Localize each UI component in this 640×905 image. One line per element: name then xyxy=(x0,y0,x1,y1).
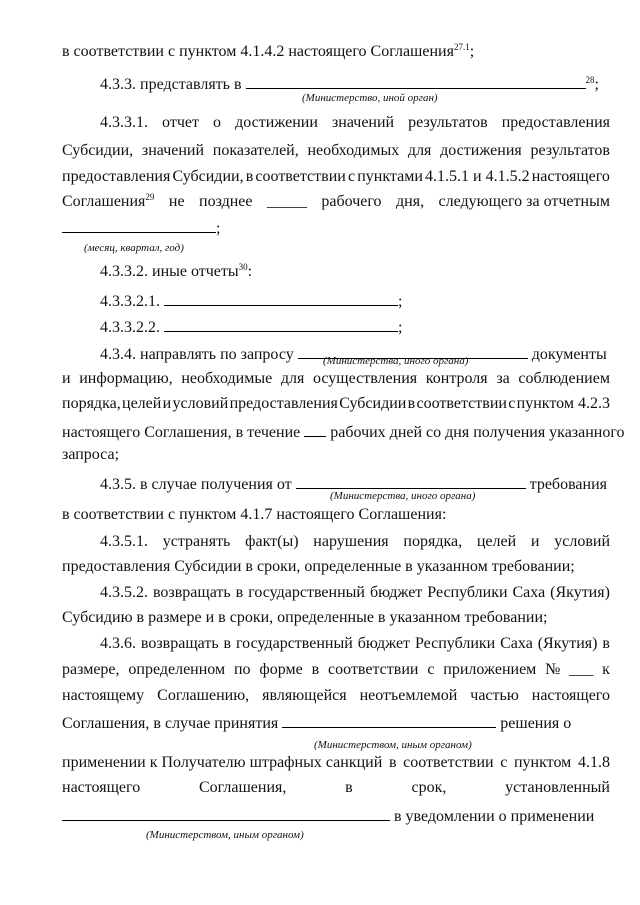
word: форме xyxy=(259,661,303,678)
body-text: 4.3.4. направлять по запросу xyxy=(100,346,294,363)
word: в xyxy=(245,168,254,185)
word: с xyxy=(500,754,508,771)
blank-field[interactable] xyxy=(246,72,586,89)
clause-4-3-3-2-2 xyxy=(100,315,402,338)
blank-field[interactable] xyxy=(164,315,398,332)
word: устранять xyxy=(162,533,231,550)
body-text: ; xyxy=(398,319,403,336)
footnote-ref: 27.1 xyxy=(453,42,470,52)
text-line xyxy=(62,753,610,773)
word: 4.3.5.2. xyxy=(100,584,148,601)
field-caption: (Министерством, иным органом) xyxy=(314,739,472,751)
clause-4-3-5-1 xyxy=(100,532,610,552)
word: достижения xyxy=(440,142,522,159)
word: позднее xyxy=(199,193,253,210)
clause-4-3-6 xyxy=(100,634,610,654)
blank-field[interactable] xyxy=(62,216,216,233)
text-line xyxy=(62,394,610,414)
word: показателей, xyxy=(212,142,299,159)
word: частью xyxy=(470,687,519,704)
text-line xyxy=(62,216,220,239)
field-caption: (месяц, квартал, год) xyxy=(84,242,184,254)
blank-field[interactable] xyxy=(62,804,390,821)
word: установленный xyxy=(505,779,610,796)
word: и xyxy=(162,395,172,412)
word: и xyxy=(62,370,71,387)
word: государственный xyxy=(236,635,353,652)
body-text: Соглашения, в случае принятия xyxy=(62,715,279,732)
word: с xyxy=(427,661,435,678)
word: Субсидии xyxy=(339,395,407,412)
word: № xyxy=(545,661,561,678)
body-text: документы xyxy=(531,346,607,363)
word: порядка, xyxy=(403,533,463,550)
word: для xyxy=(280,370,305,387)
body-text: 4.3.3.2.1. xyxy=(100,293,160,310)
text-line xyxy=(62,420,625,443)
word: достижении xyxy=(235,114,318,131)
blank-field[interactable] xyxy=(282,711,496,728)
word: контроля xyxy=(425,370,488,387)
word: целей xyxy=(476,533,517,550)
word: настоящему xyxy=(62,687,145,704)
body-text: решения о xyxy=(500,715,572,732)
word: не xyxy=(168,193,185,210)
text-line xyxy=(62,42,474,62)
word: Субсидии, xyxy=(172,168,244,185)
word: являющейся xyxy=(262,687,347,704)
word: в xyxy=(311,661,320,678)
word: настоящего xyxy=(531,168,610,185)
word: результатов xyxy=(530,142,610,159)
word: значений xyxy=(141,142,205,159)
text-line xyxy=(100,113,610,133)
word: настоящего xyxy=(531,687,610,704)
word: Соглашению, xyxy=(157,687,250,704)
word: государственный xyxy=(248,584,365,601)
word: Соглашения, xyxy=(198,779,287,796)
word: результатов xyxy=(408,114,488,131)
word: в xyxy=(345,779,353,796)
word: Саха xyxy=(500,635,533,652)
text-line xyxy=(62,804,594,827)
word: возвращать xyxy=(140,635,219,652)
word: условий xyxy=(554,533,610,550)
word: 4.3.5.1. xyxy=(100,533,148,550)
word: дня, xyxy=(396,193,425,210)
word: в xyxy=(388,754,397,771)
word: о xyxy=(213,114,222,131)
word: соответствии xyxy=(328,661,419,678)
word: для xyxy=(407,142,432,159)
word: к xyxy=(602,661,610,678)
body-text: 4.3.3. представлять в xyxy=(100,76,242,93)
clause-4-3-3-2 xyxy=(100,262,252,282)
word: предоставления xyxy=(62,168,171,185)
word: (Якутия) xyxy=(550,584,610,601)
text-line: предоставления Субсидии в сроки, определенные в указанном требовании; xyxy=(62,558,575,575)
blank-field[interactable] xyxy=(296,472,526,489)
word: возвращать xyxy=(152,584,231,601)
word: с xyxy=(508,395,516,412)
word: определенном xyxy=(128,661,226,678)
word: рабочего xyxy=(321,193,382,210)
word: пунктами xyxy=(357,168,423,185)
word: Субсидии, xyxy=(62,142,134,159)
body-text: ; xyxy=(398,293,403,310)
field-caption: (Министерства, иного органа) xyxy=(330,490,476,502)
body-text: в соответствии с пунктом 4.1.4.2 настоящего Соглашения xyxy=(62,43,454,60)
word: в xyxy=(235,584,244,601)
body-text: требования xyxy=(529,476,607,493)
footnote-ref: 29 xyxy=(145,192,155,202)
text-line xyxy=(62,167,610,187)
word: срок, xyxy=(411,779,447,796)
field-caption: (Министерства, иного органа) xyxy=(323,355,469,367)
body-text: 4.3.3.2. иные отчеты xyxy=(100,263,239,280)
text-line xyxy=(62,192,610,212)
word: необходимых xyxy=(307,142,400,159)
word: значений xyxy=(331,114,395,131)
word: соответствии xyxy=(403,754,494,771)
word: факт(ы) xyxy=(245,533,299,550)
word: порядка, xyxy=(62,395,121,412)
body-text: 4.3.3.2.2. xyxy=(100,319,160,336)
word: размере, xyxy=(62,661,120,678)
word: за xyxy=(496,370,510,387)
word: бюджет xyxy=(369,584,423,601)
word: отчет xyxy=(162,114,199,131)
body-text: ; xyxy=(216,220,221,237)
word: и xyxy=(530,533,540,550)
blank-field[interactable] xyxy=(164,289,398,306)
text-line xyxy=(62,369,610,389)
blank-field[interactable]: _____ xyxy=(266,193,307,210)
word: 4.3.3.1. xyxy=(100,114,148,131)
word: следующего за отчетным xyxy=(438,193,610,210)
word: пунктом 4.2.3 xyxy=(516,395,610,412)
word: соответствии xyxy=(255,168,346,185)
word: необходимые xyxy=(181,370,273,387)
blank-field[interactable]: ___ xyxy=(569,661,594,678)
body-text: ; xyxy=(594,76,599,93)
word: пунктом xyxy=(513,754,572,771)
word: Республики xyxy=(414,635,496,652)
text-line: Субсидию в размере и в сроки, определенные в указанном требовании; xyxy=(62,609,548,626)
word: в xyxy=(602,635,610,652)
body-text: рабочих дней со дня получения указанного xyxy=(330,424,625,441)
clause-4-3-5-2 xyxy=(100,583,610,603)
word: по xyxy=(233,661,251,678)
word: Республики xyxy=(427,584,508,601)
text-line: в соответствии с пунктом 4.1.7 настоящего Соглашения: xyxy=(62,506,447,523)
footnote-ref: 30 xyxy=(238,262,248,272)
text-line xyxy=(62,778,610,798)
body-text: настоящего Соглашения, в течение xyxy=(62,424,301,441)
text-line xyxy=(62,686,610,706)
word: настоящего xyxy=(62,779,141,796)
text-line xyxy=(62,660,610,680)
word: соблюдением xyxy=(518,370,610,387)
word: в xyxy=(223,635,232,652)
body-text: ; xyxy=(469,43,475,60)
body-text: 4.3.5. в случае получения от xyxy=(100,476,292,493)
text-line xyxy=(62,141,610,161)
blank-field[interactable] xyxy=(304,420,326,437)
text-line: запроса; xyxy=(62,446,120,463)
body-text: в уведомлении о применении xyxy=(394,808,595,825)
word: 4.1.5.1 и 4.1.5.2 xyxy=(425,168,530,185)
word: предоставления xyxy=(501,114,610,131)
field-caption: (Министерством, иным органом) xyxy=(146,829,304,841)
word: Соглашения$^{29}$ xyxy=(62,192,155,210)
word: приложением xyxy=(443,661,537,678)
word: предоставления xyxy=(229,395,338,412)
word: с xyxy=(347,168,356,185)
clause-4-3-3-2-1 xyxy=(100,289,402,312)
field-caption: (Министерство, иной орган) xyxy=(302,92,438,104)
text-line xyxy=(62,711,571,734)
footnote-ref: 28 xyxy=(585,75,595,85)
word: условий xyxy=(172,395,229,412)
word: Саха xyxy=(512,584,546,601)
word: осуществления xyxy=(313,370,418,387)
word: 4.1.8 xyxy=(577,754,610,771)
word: в xyxy=(407,395,416,412)
word: 4.3.6. xyxy=(100,635,136,652)
word: неотъемлемой xyxy=(359,687,458,704)
word: информацию, xyxy=(79,370,173,387)
word: нарушения xyxy=(313,533,389,550)
body-text: : xyxy=(247,263,253,280)
word: бюджет xyxy=(357,635,411,652)
word: применении к Получателю штрафных санкций xyxy=(62,754,383,771)
word: соответствии xyxy=(416,395,507,412)
word: целей xyxy=(122,395,162,412)
word: (Якутия) xyxy=(537,635,598,652)
